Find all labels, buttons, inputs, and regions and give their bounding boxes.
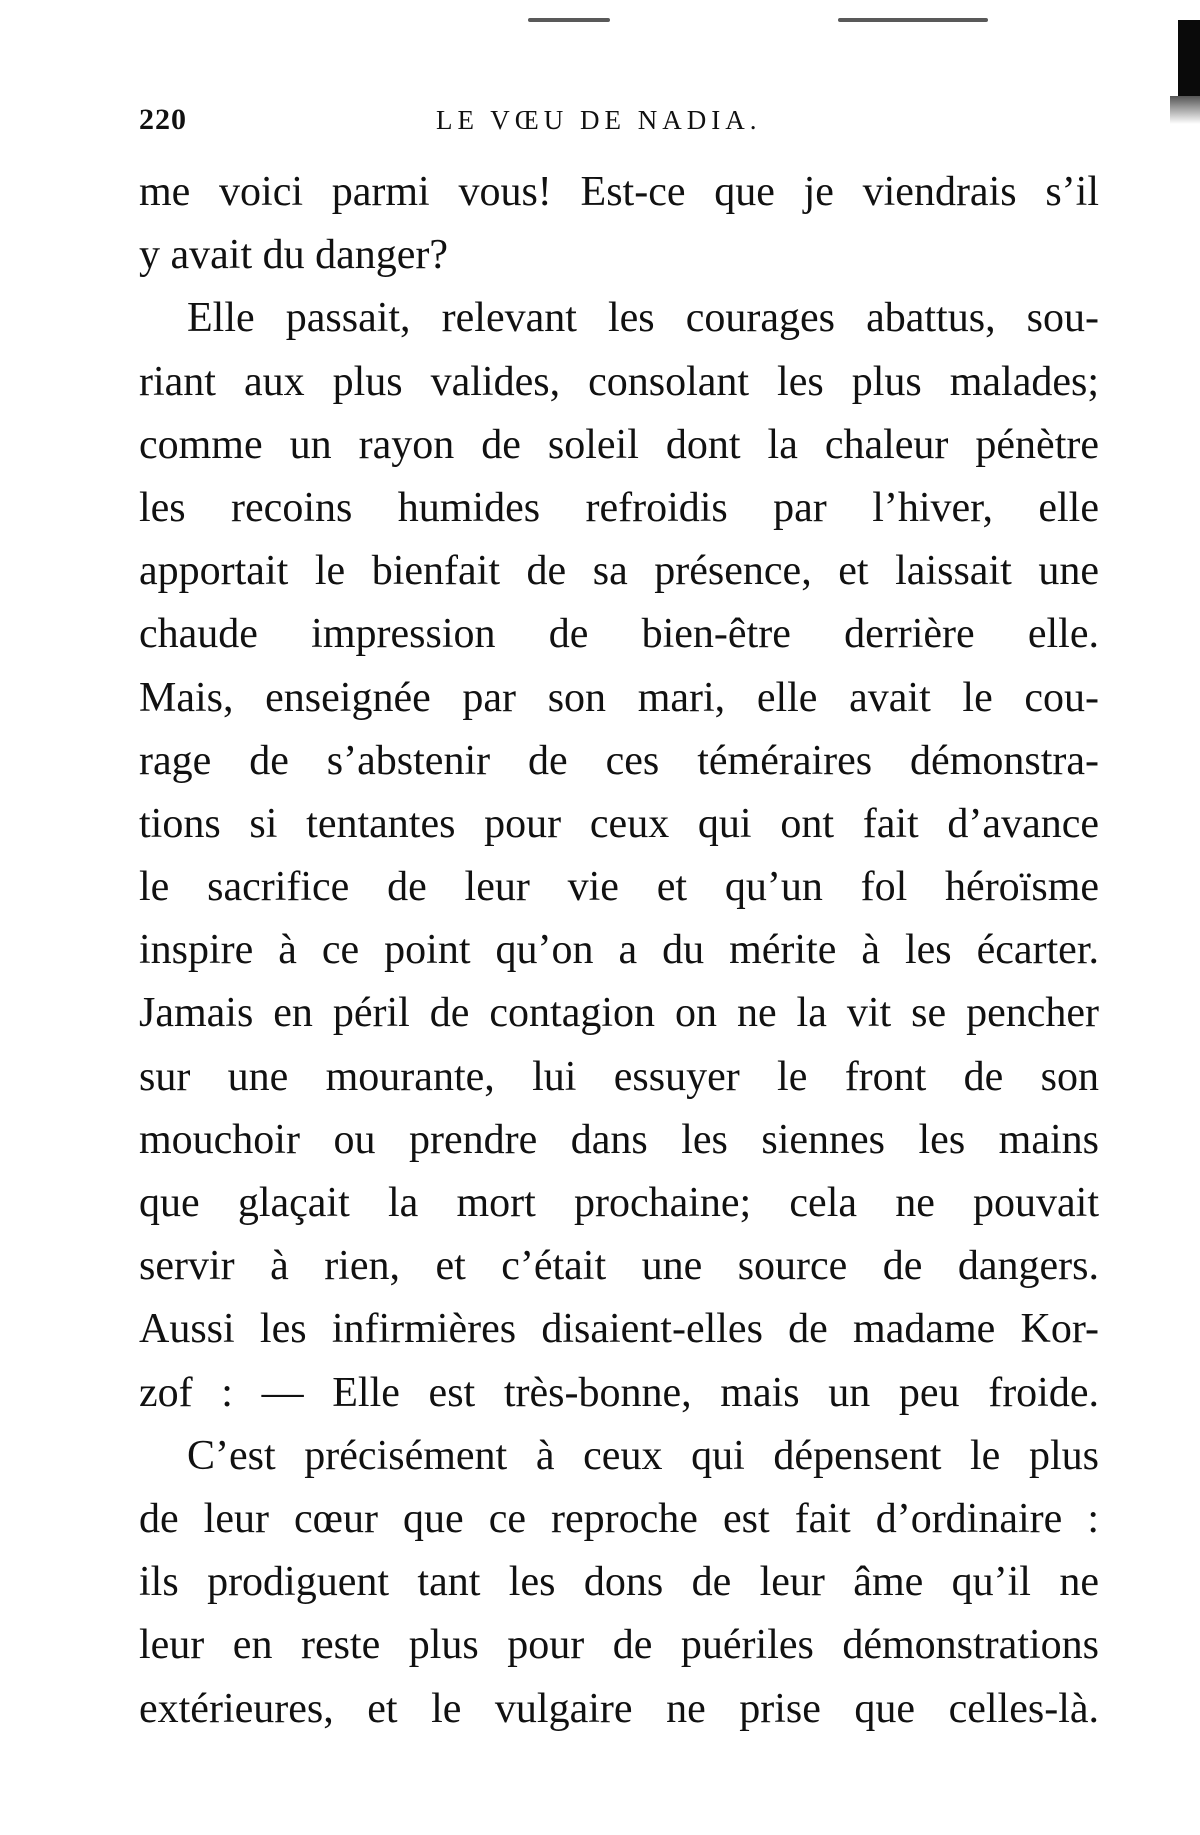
text-line: me voici parmi vous! Est-ce que je viendrais s’il <box>139 169 1099 215</box>
text-line: le sacrifice de leur vie et qu’un fol héroïsme <box>139 864 1099 911</box>
print-smudge <box>838 18 988 22</box>
running-title: LE VŒU DE NADIA. <box>436 105 762 135</box>
text-line: Mais, enseignée par son mari, elle avait le cou- <box>139 674 1099 721</box>
page-number: 220 <box>139 103 187 136</box>
text-line: de leur cœur que ce reproche est fait d’ordinaire : <box>139 1495 1099 1542</box>
text-line: Aussi les infirmières disaient-elles de madame Kor- <box>139 1306 1099 1353</box>
text-line: chaude impression de bien-être derrière elle. <box>139 611 1099 658</box>
text-line: leur en reste plus pour de puériles démonstrations <box>139 1622 1099 1669</box>
text-line: zof : — Elle est très-bonne, mais un peu froide. <box>139 1369 1099 1416</box>
text-line: servir à rien, et c’était une source de dangers. <box>139 1243 1099 1290</box>
text-line: Jamais en péril de contagion on ne la vit se pencher <box>139 990 1099 1037</box>
text-line: tions si tentantes pour ceux qui ont fait d’avance <box>139 800 1099 847</box>
text-line: apportait le bienfait de sa présence, et laissait une <box>139 548 1099 595</box>
text-line: comme un rayon de soleil dont la chaleur pénètre <box>139 421 1099 468</box>
text-line: inspire à ce point qu’on a du mérite à les écarter. <box>139 927 1099 974</box>
text-line: y avait du danger? <box>139 232 449 279</box>
text-line: ils prodiguent tant les dons de leur âme qu’il ne <box>139 1559 1099 1606</box>
text-line: rage de s’abstenir de ces téméraires démonstra- <box>139 737 1099 784</box>
text-line: riant aux plus valides, consolant les plus malades; <box>139 358 1099 405</box>
text-line: les recoins humides refroidis par l’hiver, elle <box>139 484 1099 531</box>
page-header <box>139 103 1099 143</box>
text-line: extérieures, et le vulgaire ne prise que celles-là. <box>139 1685 1099 1732</box>
page-edge-shadow <box>1170 96 1200 124</box>
text-line: Elle passait, relevant les courages abattus, sou- <box>187 295 1099 342</box>
text-line: C’est précisément à ceux qui dépensent le plus <box>187 1432 1099 1479</box>
print-smudge <box>528 18 610 22</box>
text-line: sur une mourante, lui essuyer le front de son <box>139 1053 1099 1100</box>
text-line: que glaçait la mort prochaine; cela ne pouvait <box>139 1180 1099 1226</box>
text-line: mouchoir ou prendre dans les siennes les mains <box>139 1116 1099 1163</box>
body-text <box>139 161 1099 1741</box>
